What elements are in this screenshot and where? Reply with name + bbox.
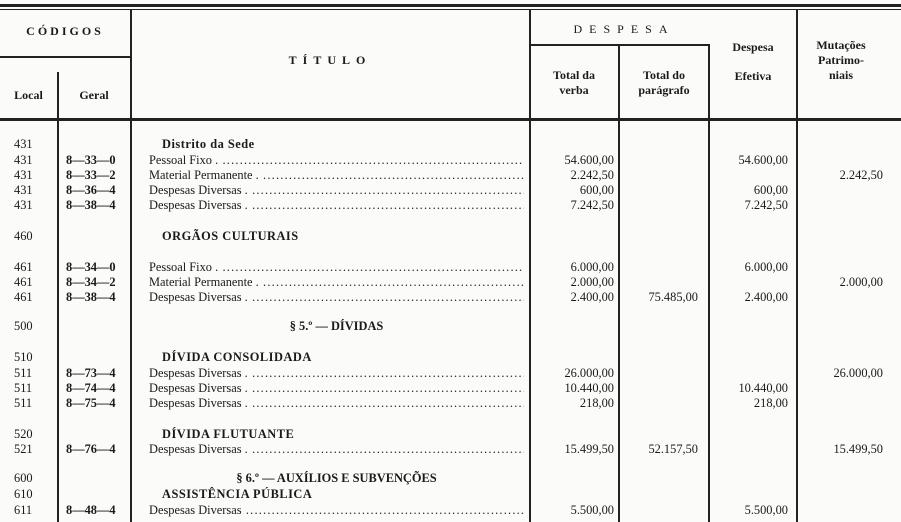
header-geral: Geral	[79, 88, 109, 102]
header-despesa: DESPESA	[573, 22, 675, 36]
cell-local: 510	[14, 350, 33, 364]
header-total-verba-line1: Total da	[553, 68, 595, 82]
cell-geral: 8—34—0	[66, 260, 116, 274]
cell-geral: 8—33—2	[66, 168, 116, 182]
cell-local: 461	[14, 275, 33, 289]
cell-total-verba: 2.242,50	[570, 168, 614, 182]
cell-total-verba: 26.000,00	[564, 366, 614, 380]
cell-geral: 8—75—4	[66, 396, 116, 410]
cell-local: 521	[14, 442, 33, 456]
cell-local: 431	[14, 137, 33, 151]
cell-local: 431	[14, 153, 33, 167]
cell-local: 460	[14, 229, 33, 243]
cell-despesa-efetiva: 54.600,00	[738, 153, 788, 167]
cell-title: Despesas Diversas . .....	[149, 381, 524, 396]
cell-local: 520	[14, 427, 33, 441]
header-total-verba	[530, 68, 618, 98]
cell-total-verba: 2.400,00	[570, 290, 614, 304]
table-row	[0, 381, 901, 396]
cell-local: 610	[14, 487, 33, 501]
cell-local: 461	[14, 290, 33, 304]
table-row	[0, 183, 901, 198]
cell-despesa-efetiva: 2.400,00	[744, 290, 788, 304]
cell-title: Pessoal Fixo . .....	[149, 153, 524, 168]
header-total-paragrafo-line1: Total do	[643, 68, 685, 82]
top-rule-thin	[0, 9, 901, 10]
header-mutacoes-line2: Patrimo-	[818, 53, 864, 67]
table-row	[0, 366, 901, 381]
table-row	[0, 137, 901, 152]
codigos-divider	[0, 56, 130, 58]
cell-title: Despesas Diversas . .....	[149, 183, 524, 198]
cell-title: Despesas Diversas . .....	[149, 366, 524, 381]
table-row	[0, 487, 901, 502]
cell-total-verba: 15.499,50	[564, 442, 614, 456]
cell-geral: 8—33—0	[66, 153, 116, 167]
table-row	[0, 396, 901, 411]
cell-title: Despesas Diversas .....	[149, 503, 524, 518]
cell-despesa-efetiva: 5.500,00	[744, 503, 788, 517]
cell-local: 600	[14, 471, 33, 485]
header-total-paragrafo-line2: parágrafo	[638, 83, 690, 97]
cell-despesa-efetiva: 7.242,50	[744, 198, 788, 212]
cell-geral: 8—76—4	[66, 442, 116, 456]
cell-despesa-efetiva: 10.440,00	[738, 381, 788, 395]
table-row	[0, 198, 901, 213]
cell-title: Despesas Diversas . .....	[149, 198, 524, 213]
table-row	[0, 260, 901, 275]
cell-local: 511	[14, 396, 33, 410]
header-local: Local	[14, 88, 43, 102]
cell-title: Despesas Diversas . .....	[149, 290, 524, 305]
header-mutacoes	[798, 38, 884, 83]
cell-local: 511	[14, 366, 33, 380]
cell-title: Despesas Diversas . .....	[149, 442, 524, 457]
header-despesa-efetiva-2: Efetiva	[734, 69, 772, 83]
header-mutacoes-line3: niais	[828, 68, 853, 82]
header-bottom-rule	[0, 118, 901, 121]
cell-title: DÍVIDA CONSOLIDADA	[162, 350, 312, 364]
table-row	[0, 442, 901, 457]
header-despesa-efetiva-1: Despesa	[732, 40, 774, 54]
table-row	[0, 168, 901, 183]
table-row	[0, 275, 901, 290]
table-row	[0, 503, 901, 518]
cell-geral: 8—36—4	[66, 183, 116, 197]
header-total-verba-line2: verba	[559, 83, 589, 97]
cell-title: Pessoal Fixo . .....	[149, 260, 524, 275]
cell-total-verba: 6.000,00	[570, 260, 614, 274]
header-total-paragrafo	[620, 68, 708, 98]
cell-title: § 6.º — AUXÍLIOS E SUBVENÇÕES	[236, 471, 437, 485]
cell-despesa-efetiva: 600,00	[753, 183, 788, 197]
cell-total-verba: 2.000,00	[570, 275, 614, 289]
cell-total-verba: 600,00	[579, 183, 614, 197]
cell-local: 431	[14, 168, 33, 182]
cell-local: 431	[14, 198, 33, 212]
cell-total-verba: 54.600,00	[564, 153, 614, 167]
cell-local: 461	[14, 260, 33, 274]
cell-title: Distrito da Sede	[162, 137, 255, 151]
table-row	[0, 350, 901, 365]
cell-local: 511	[14, 381, 33, 395]
cell-title: ASSISTÊNCIA PÚBLICA	[162, 487, 313, 501]
cell-mutacoes: 2.000,00	[839, 275, 883, 289]
cell-despesa-efetiva: 6.000,00	[744, 260, 788, 274]
header-codigos: CÓDIGOS	[26, 24, 104, 38]
table-row	[0, 319, 901, 334]
table-row	[0, 290, 901, 305]
cell-title: Despesas Diversas . .....	[149, 396, 524, 411]
cell-geral: 8—73—4	[66, 366, 116, 380]
cell-total-paragrafo: 75.485,00	[648, 290, 698, 304]
cell-total-verba: 218,00	[579, 396, 614, 410]
cell-title: Material Permanente . .....	[149, 168, 524, 183]
cell-title: ORGÃOS CULTURAIS	[162, 229, 299, 243]
header-titulo: TÍTULO	[288, 53, 372, 67]
cell-total-paragrafo: 52.157,50	[648, 442, 698, 456]
cell-geral: 8—38—4	[66, 198, 116, 212]
table-row	[0, 153, 901, 168]
cell-total-verba: 7.242,50	[570, 198, 614, 212]
cell-mutacoes: 2.242,50	[839, 168, 883, 182]
cell-total-verba: 10.440,00	[564, 381, 614, 395]
cell-mutacoes: 15.499,50	[833, 442, 883, 456]
cell-geral: 8—38—4	[66, 290, 116, 304]
cell-geral: 8—34—2	[66, 275, 116, 289]
cell-local: 500	[14, 319, 33, 333]
cell-despesa-efetiva: 218,00	[753, 396, 788, 410]
table-row	[0, 471, 901, 486]
cell-geral: 8—74—4	[66, 381, 116, 395]
cell-title: § 5.º — DÍVIDAS	[289, 319, 384, 333]
cell-local: 611	[14, 503, 33, 517]
cell-title: Material Permanente . .....	[149, 275, 524, 290]
cell-mutacoes: 26.000,00	[833, 366, 883, 380]
cell-total-verba: 5.500,00	[570, 503, 614, 517]
top-rule	[0, 4, 901, 7]
cell-local: 431	[14, 183, 33, 197]
table-row	[0, 229, 901, 244]
cell-geral: 8—48—4	[66, 503, 116, 517]
table-row	[0, 427, 901, 442]
cell-title: DÍVIDA FLUTUANTE	[162, 427, 295, 441]
header-mutacoes-line1: Mutações	[816, 38, 866, 52]
